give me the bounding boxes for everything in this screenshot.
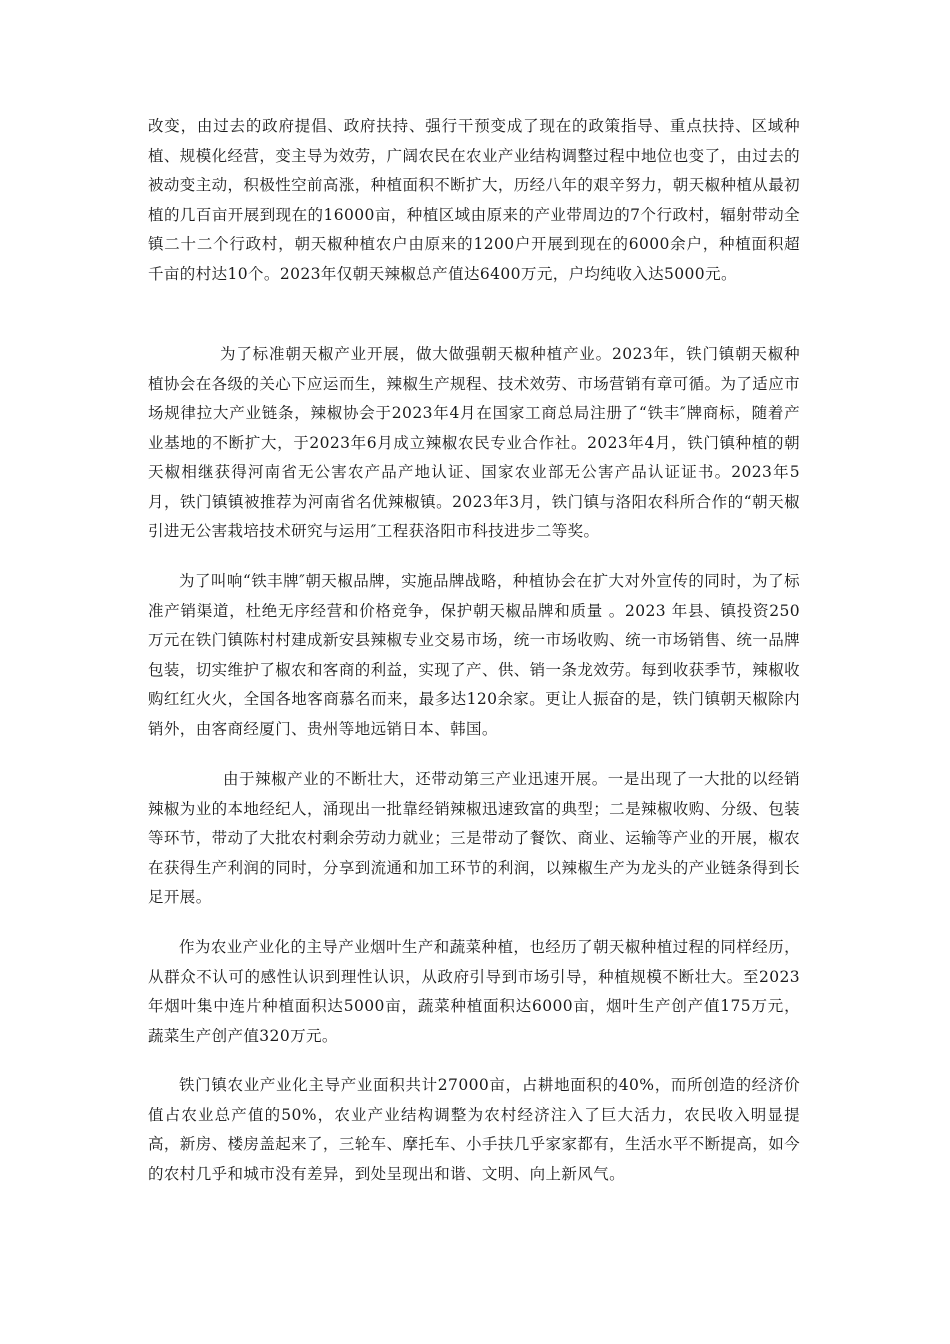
paragraph-1: 改变，由过去的政府提倡、政府扶持、强行干预变成了现在的政策指导、重点扶持、区域种植、规模化经营，变主导为效劳，广阔农民在农业产业结构调整过程中地位也变了，由过去的被动变主动，积极性空前高涨，种植面积不断扩大，历经八年的艰辛努力，朝天椒种植从最初植的几百亩开展到现在的16000亩，种植区域由原来的产业带周边的7个行政村，辐射带动全镇二十二个行政村，朝天椒种植农户由原来的1200户开展到现在的6000余户，种植面积超千亩的村达10个。2023年仅朝天辣椒总产值达6400万元，户均纯收入达5000元。	[148, 117, 800, 283]
paragraph-2: 为了标准朝天椒产业开展，做大做强朝天椒种植产业。2023年，铁门镇朝天椒种植协会在各级的关心下应运而生，辣椒生产规程、技术效劳、市场营销有章可循。为了适应市场规律拉大产业链条，辣椒协会于2023年4月在国家工商总局注册了“铁丰″牌商标，随着产业基地的不断扩大，于2023年6月成立辣椒农民专业合作社。2023年4月，铁门镇种植的朝天椒相继获得河南省无公害农产品产地认证、国家农业部无公害产品认证证书。2023年5月，铁门镇镇被推荐为河南省名优辣椒镇。2023年3月，铁门镇与洛阳农科所合作的“朝天椒引进无公害栽培技术研究与运用″工程获洛阳市科技进步二等奖。	[148, 345, 800, 540]
paragraph-4: 由于辣椒产业的不断壮大，还带动第三产业迅速开展。一是出现了一大批的以经销辣椒为业的本地经纪人，涌现出一批靠经销辣椒迅速致富的典型；二是辣椒收购、分级、包装等环节，带动了大批农村剩余劳动力就业；三是带动了餐饮、商业、运输等产业的开展，椒农在获得生产利润的同时，分享到流通和加工环节的利润，以辣椒生产为龙头的产业链条得到长足开展。	[148, 770, 800, 906]
paragraph-5: 作为农业产业化的主导产业烟叶生产和蔬菜种植，也经历了朝天椒种植过程的同样经历，从群众不认可的感性认识到理性认识，从政府引导到市场引导，种植规模不断壮大。至2023年烟叶集中连片种植面积达5000亩，蔬菜种植面积达6000亩，烟叶生产创产值175万元，蔬菜生产创产值320万元。	[148, 938, 800, 1045]
paragraph-6: 铁门镇农业产业化主导产业面积共计27000亩，占耕地面积的40%，而所创造的经济价值占农业总产值的50%，农业产业结构调整为农村经济注入了巨大活力，农民收入明显提高，新房、楼房盖起来了，三轮车、摩托车、小手扶几乎家家都有，生活水平不断提高，如今的农村几乎和城市没有差异，到处呈现出和谐、文明、向上新风气。	[148, 1076, 800, 1183]
paragraph-3: 为了叫响“铁丰牌″朝天椒品牌，实施品牌战略，种植协会在扩大对外宣传的同时，为了标准产销渠道，杜绝无序经营和价格竞争，保护朝天椒品牌和质量 。2023 年县、镇投资250万元在铁门镇陈村村建成新安县辣椒专业交易市场，统一市场收购、统一市场销售、统一品牌包装，切实维护了椒农和客商的利益，实现了产、供、销一条龙效劳。每到收获季节，辣椒收购红红火火，全国各地客商慕名而来，最多达120余家。更让人振奋的是，铁门镇朝天椒除内销外，由客商经厦门、贵州等地远销日本、韩国。	[148, 572, 800, 738]
